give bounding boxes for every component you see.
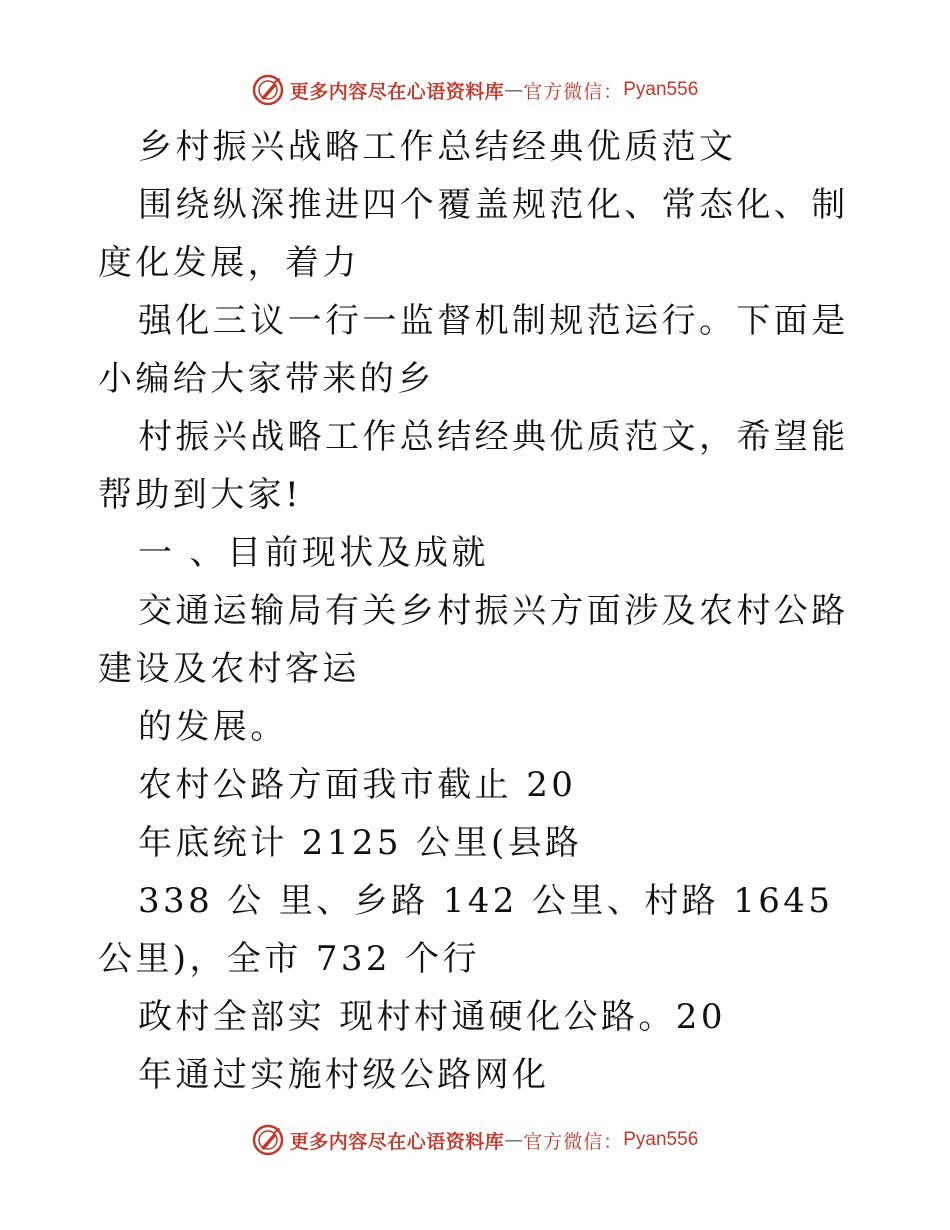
section-heading: 一 、目前现状及成就 <box>138 533 489 573</box>
watermark-separator: — <box>504 1129 524 1151</box>
paragraph: 338 公 里、乡路 142 公里、村路 1645 公里)，全市 732 个行 <box>98 881 834 979</box>
watermark-label: 官方微信： <box>523 80 624 103</box>
paragraph: 围绕纵深推进四个覆盖规范化、常态化、制度化发展，着力 <box>98 185 849 283</box>
watermark-separator: — <box>504 79 524 101</box>
header-watermark <box>0 70 950 110</box>
paragraph: 村振兴战略工作总结经典优质范文，希望能帮助到大家! <box>98 417 849 515</box>
paragraph: 年通过实施村级公路网化 <box>138 1055 550 1095</box>
document-title: 乡村振兴战略工作总结经典优质范文 <box>138 127 737 167</box>
paragraph: 农村公路方面我市截止 20 <box>138 765 577 805</box>
watermark-id: Pyan556 <box>623 1129 699 1150</box>
watermark-label: 官方微信： <box>523 1130 624 1153</box>
document-body <box>98 118 858 1104</box>
paragraph: 的发展。 <box>138 707 288 747</box>
paragraph: 交通运输局有关乡村振兴方面涉及农村公路建设及农村客运 <box>98 591 849 689</box>
watermark-brand: 更多内容尽在心语资料库 <box>289 80 505 103</box>
paragraph: 年底统计 2125 公里(县路 <box>138 823 583 863</box>
paragraph: 强化三议一行一监督机制规范运行。下面是小编给大家带来的乡 <box>98 301 849 399</box>
footer-watermark <box>0 1120 950 1160</box>
paragraph: 政村全部实 现村村通硬化公路。20 <box>138 997 726 1037</box>
quill-logo-icon <box>252 74 284 106</box>
quill-logo-icon <box>252 1124 284 1156</box>
watermark-id: Pyan556 <box>623 79 699 100</box>
watermark-brand: 更多内容尽在心语资料库 <box>289 1130 505 1153</box>
